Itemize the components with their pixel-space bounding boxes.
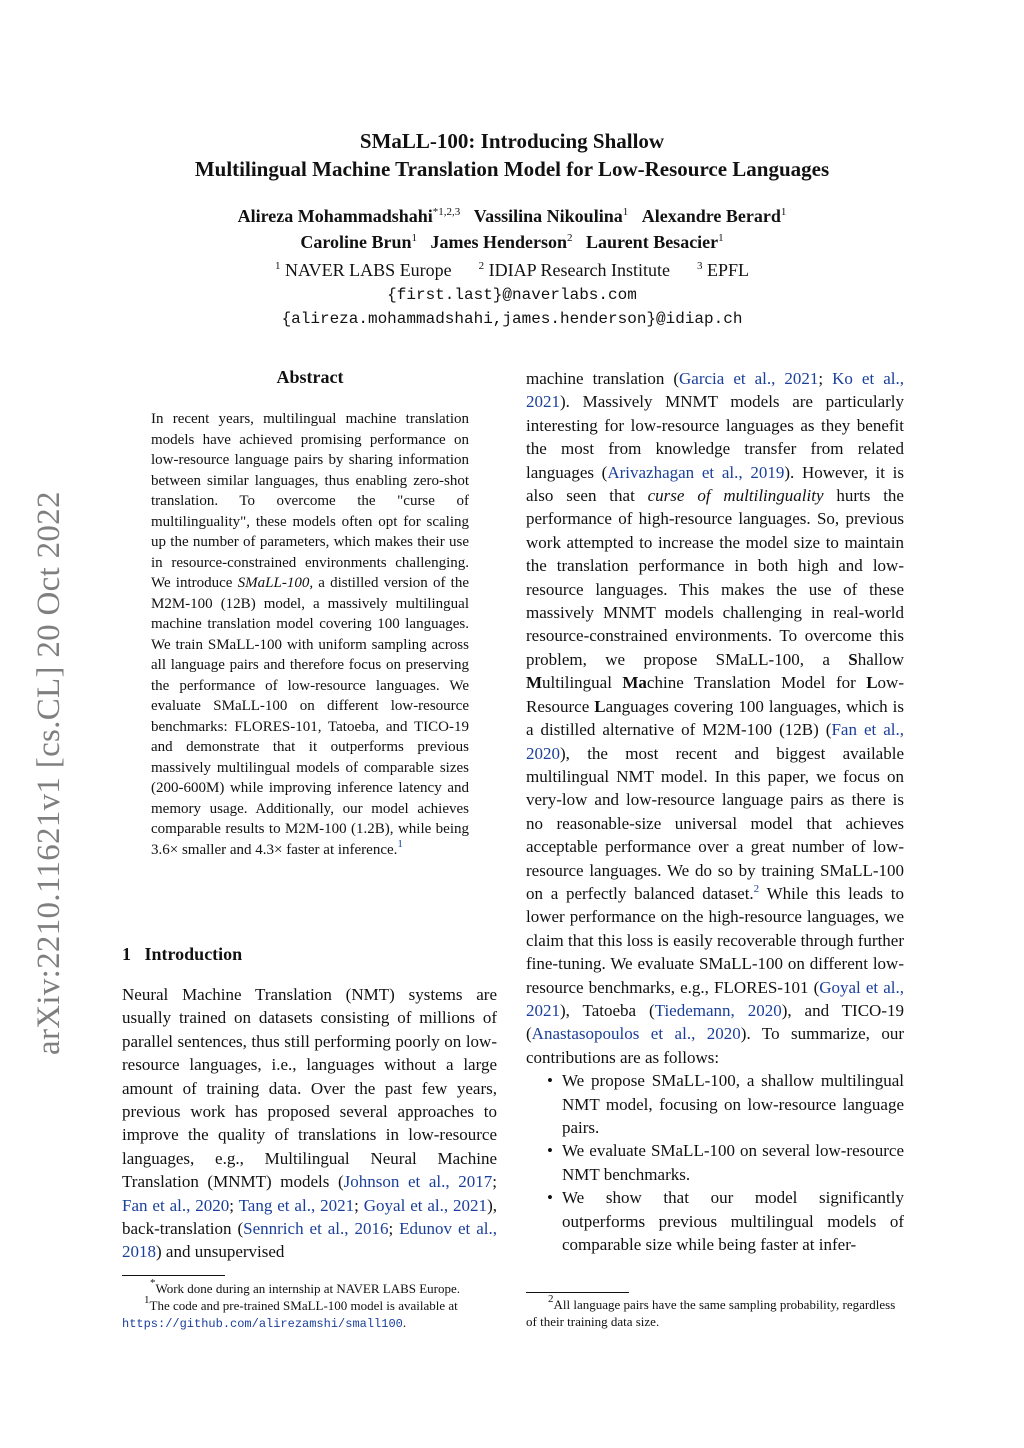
footnote-star (122, 1277, 497, 1297)
footnote-text: All language pairs have the same sampling probability, regardless of their training data size. (526, 1297, 896, 1329)
abstract-text: In recent years, multilingual machine translation models have achieved promising performance on low-resource language pairs by sharing information between similar languages, thus enabling zero-shot translation. To overcome the "curse of multilinguality", these models often opt for scaling up the number of parameters, which makes their use in resource-constrained environments challenging. We introduce (151, 411, 469, 591)
body-text: Neural Machine Translation (NMT) systems are usually trained on datasets consisting of millions of parallel sentences, thus still performing poorly on low-resource languages, i.e., languages without a large amount of training data. Over the past few years, previous work has proposed several approaches to improve the quality of translations in low-resource languages, e.g., Multilingual Neural Machine Translation (MNMT) models ( (122, 985, 497, 1192)
section-title: Introduction (144, 944, 243, 964)
authors-line-1 (0, 203, 1024, 230)
section-number: 1 (122, 944, 131, 964)
body-text: chine Translation Model for (646, 673, 867, 693)
footnote-mark: 2 (548, 1293, 554, 1305)
citation-link[interactable]: Tiedemann, 2020 (654, 1000, 782, 1020)
body-text: hallow (857, 649, 904, 669)
affil-name: NAVER LABS Europe (285, 260, 452, 280)
citation-link[interactable]: Garcia et al., 2021 (679, 369, 819, 388)
footnote-mark: * (150, 1277, 156, 1289)
citation-link[interactable]: Goyal et al., 2021 (526, 977, 904, 1020)
body-text: ), back-translation ( (122, 1195, 497, 1239)
section-heading (122, 944, 242, 965)
title-line-2: Multilingual Machine Translation Model for Low-Resource Languages (194, 157, 830, 181)
author-name: Vassilina Nikoulina (473, 206, 623, 226)
footnote-text: Work done during an internship at NAVER LABS Europe. (155, 1281, 461, 1296)
author-name: Alireza Mohammadshahi (237, 206, 433, 226)
footnotes-left (122, 1277, 497, 1333)
author-name: James Henderson (430, 232, 568, 252)
footnote-mark: 1 (144, 1294, 150, 1306)
affil-num: 2 (478, 260, 485, 272)
acronym-letter: L (594, 696, 606, 716)
author-affil: 1 (718, 232, 724, 244)
citation-link[interactable]: Anastasopoulos et al., 2020 (531, 1024, 741, 1044)
body-text: machine translation ( (526, 369, 680, 388)
authors-line-2 (0, 229, 1024, 256)
email-1: {first.last}@naverlabs.com (387, 286, 637, 304)
body-text: hurts the performance of high-resource languages. So, previous work attempted to increase the model size to maintain the translation performance in both high and low-resource languages. This makes the use of these massively MNMT models challenging in real-world resource-constrained environments. To overcome this problem, we propose SMaLL-100, a (526, 486, 904, 669)
footnote-rule (122, 1275, 225, 1276)
body-text: ), the most recent and biggest available multilingual NMT model. In this paper, we focus on very-low and low-resource language pairs as there is no reasonable-size universal model that achieves acceptable performance over a great number of low-resource languages. We do so by training SMaLL-100 on a perfectly balanced dataset. (526, 743, 904, 903)
body-text: ), and TICO-19 ( (526, 1000, 904, 1044)
abstract-heading: Abstract (276, 367, 344, 387)
author-mark: * (432, 206, 439, 218)
acronym-letter: Ma (622, 673, 647, 693)
footnote-link[interactable]: 2 (753, 882, 760, 895)
author-affil: 1 (411, 232, 418, 244)
citation-link[interactable]: Ko et al., 2021 (526, 369, 904, 412)
body-text: anguages covering 100 languages, which is a distilled alternative of M2M-100 (12B) ( (526, 696, 904, 740)
intro-left-column (122, 983, 497, 1264)
citation-link[interactable]: Johnson et al., 2017 (343, 1172, 493, 1192)
affiliations (0, 258, 1024, 282)
title-line-1: SMaLL-100: Introducing Shallow (359, 129, 665, 153)
footnote-1 (122, 1294, 497, 1333)
footnote-2 (526, 1293, 904, 1330)
footnote-link[interactable]: 1 (397, 837, 403, 850)
acronym-letter: L (866, 673, 878, 693)
author-affil: 1 (622, 206, 629, 218)
code-url-link[interactable]: https://github.com/alirezamshi/small100 (122, 1317, 403, 1331)
email-2: {alireza.mohammadshahi,james.henderson}@idiap.ch (281, 310, 743, 328)
citation-link[interactable]: Fan et al., 2020 (526, 720, 904, 763)
affil-num: 1 (275, 260, 281, 272)
citation-link[interactable]: Sennrich et al., 2016 (243, 1219, 389, 1239)
author-name: Caroline Brun (300, 232, 412, 252)
body-text: While this leads to lower performance on the high-resource languages, we claim that this loss is easily recoverable through further fine-tuning. We evaluate SMaLL-100 on different low-resource benchmarks, e.g., FLORES-101 ( (526, 883, 904, 997)
citation-link[interactable]: Arivazhagan et al., 2019 (607, 462, 785, 482)
body-text: ow-Resource (526, 673, 904, 716)
citation-link[interactable]: Goyal et al., 2021 (363, 1195, 488, 1215)
acronym-letter: S (848, 649, 858, 669)
affil-name: EPFL (706, 260, 749, 280)
body-text: ), Tatoeba ( (560, 1000, 655, 1020)
footnote-text: . (402, 1315, 407, 1330)
list-item: • We propose SMaLL-100, a shallow multilingual NMT model, focusing on low-resource language pairs. (562, 1069, 904, 1139)
citation-link[interactable]: Fan et al., 2020 (122, 1195, 230, 1215)
body-text: ultilingual (542, 673, 623, 693)
right-paragraph (526, 367, 904, 1069)
emphasis: curse of multilinguality (647, 486, 824, 506)
intro-right-column (526, 367, 904, 1256)
body-text: ) and unsupervised (156, 1242, 285, 1262)
author-name: Laurent Besacier (586, 232, 719, 252)
list-item: • We evaluate SMaLL-100 on several low-resource NMT benchmarks. (562, 1139, 904, 1186)
body-text: ; (818, 369, 833, 388)
footnote-rule (526, 1292, 629, 1293)
author-affil: 1,2,3 (438, 206, 461, 218)
body-text: ). To summarize, our contributions are as follows: (526, 1024, 905, 1067)
list-item: • We show that our model significantly outperforms previous multilingual models of comparable size while being faster at infer- (562, 1186, 904, 1256)
body-text: ; (229, 1195, 239, 1215)
author-affil: 2 (567, 232, 573, 244)
body-text: ). However, it is also seen that (526, 462, 904, 506)
paper-title (0, 127, 1024, 183)
body-text: ; (354, 1195, 364, 1215)
body-text: ). Massively MNMT models are particularly interesting for low-resource languages as they benefit the most from knowledge transfer from related languages ( (526, 392, 904, 482)
acronym-letter: M (526, 673, 543, 693)
abstract-model-name: SMaLL-100 (237, 575, 310, 591)
citation-link[interactable]: Edunov et al., 2018 (122, 1219, 498, 1262)
footnote-text: The code and pre-trained SMaLL-100 model is available at (149, 1298, 458, 1313)
author-name: Alexandre Berard (641, 206, 781, 226)
abstract-text: , a distilled version of the M2M-100 (12B) model, a massively multilingual machine translation model covering 100 languages. We train SMaLL-100 with uniform sampling across all language pairs and therefore focus on preserving the performance of low-resource languages. We evaluate SMaLL-100 on different low-resource benchmarks: FLORES-101, Tatoeba, and TICO-19 and demonstrate that it outperforms previous massively multilingual models of comparable sizes (200-600M) while improving inference latency and memory usage. Additionally, our model achieves comparable results to M2M-100 (1.2B), while being 3.6× smaller and 4.3× faster at inference. (151, 575, 469, 858)
author-affil: 1 (780, 206, 787, 218)
citation-link[interactable]: Tang et al., 2021 (238, 1195, 355, 1215)
affil-name: IDIAP Research Institute (488, 260, 670, 280)
body-text: ; (492, 1172, 497, 1192)
contributions-list (526, 1069, 904, 1256)
abstract-body (151, 409, 469, 860)
arxiv-stamp: arXiv:2210.11621v1 [cs.CL] 20 Oct 2022 (31, 491, 67, 1055)
body-text: ; (388, 1219, 400, 1239)
affil-num: 3 (696, 260, 703, 272)
